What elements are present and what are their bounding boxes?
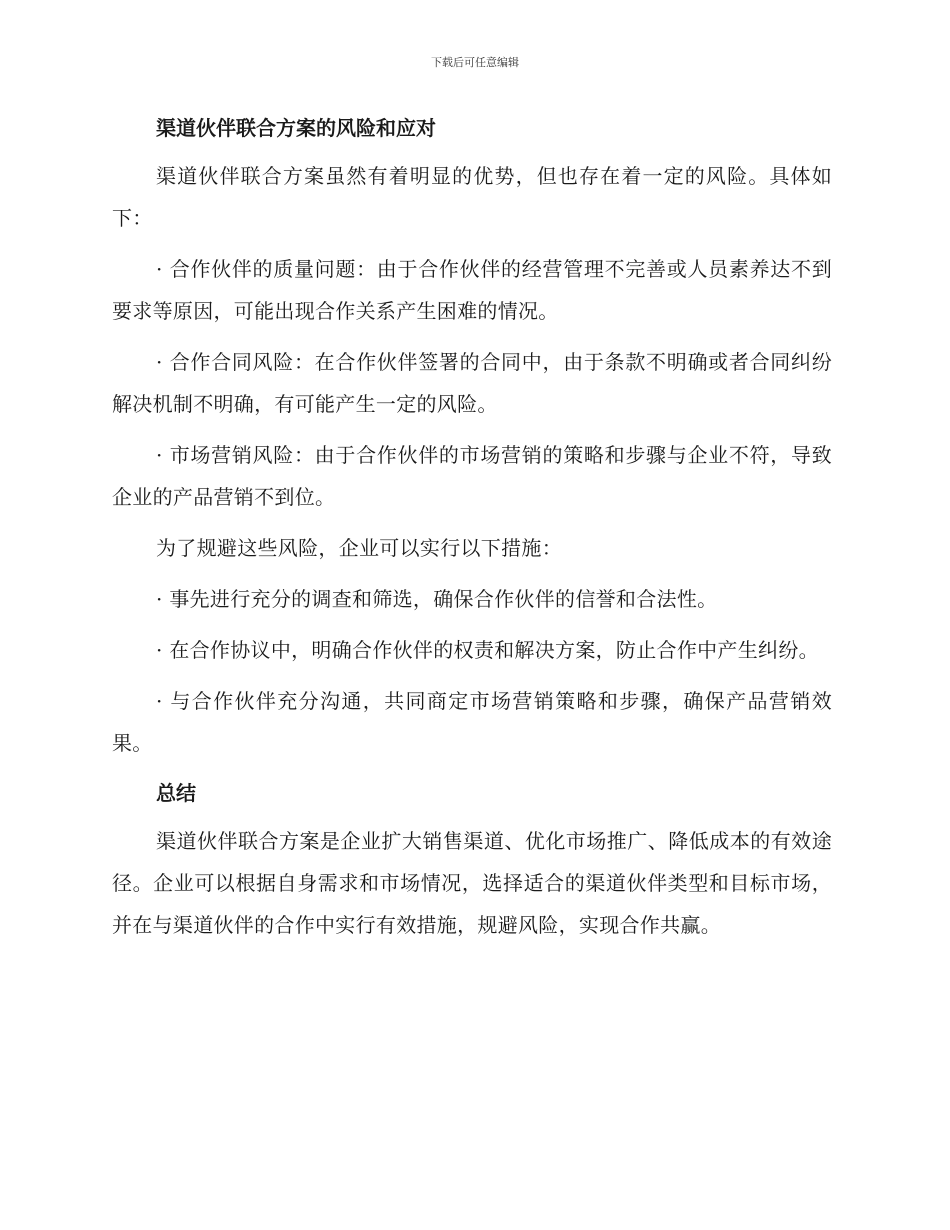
header-note: 下载后可任意编辑: [431, 56, 519, 69]
section-title-risks: 渠道伙伴联合方案的风险和应对: [156, 116, 436, 140]
summary-paragraph: 渠道伙伴联合方案是企业扩大销售渠道、优化市场推广、降低成本的有效途径。企业可以根据自身需求和市场情况，选择适合的渠道伙伴类型和目标市场，并在与渠道伙伴的合作中实行有效措施，规避风险，实现合作共赢。: [112, 829, 832, 937]
risk-item-marketing: · 市场营销风险：由于合作伙伴的市场营销的策略和步骤与企业不符，导致企业的产品营销不到位。: [112, 443, 832, 509]
measure-item-agreement: · 在合作协议中，明确合作伙伴的权责和解决方案，防止合作中产生纠纷。: [156, 638, 819, 662]
risk-item-contract: · 合作合同风险：在合作伙伴签署的合同中，由于条款不明确或者合同纠纷解决机制不明确，有可能产生一定的风险。: [112, 350, 832, 416]
risks-intro-paragraph: 渠道伙伴联合方案虽然有着明显的优势，但也存在着一定的风险。具体如下：: [112, 164, 832, 230]
measures-intro-paragraph: 为了规避这些风险，企业可以实行以下措施：: [156, 536, 562, 560]
measure-item-screening: · 事先进行充分的调查和筛选，确保合作伙伴的信誉和合法性。: [156, 587, 718, 611]
document-body: [112, 108, 832, 955]
section-title-summary: 总结: [156, 781, 196, 805]
measure-item-communication: · 与合作伙伴充分沟通，共同商定市场营销策略和步骤，确保产品营销效果。: [112, 689, 832, 755]
risk-item-partner-quality: · 合作伙伴的质量问题：由于合作伙伴的经营管理不完善或人员素养达不到要求等原因，可能出现合作关系产生困难的情况。: [112, 257, 832, 323]
